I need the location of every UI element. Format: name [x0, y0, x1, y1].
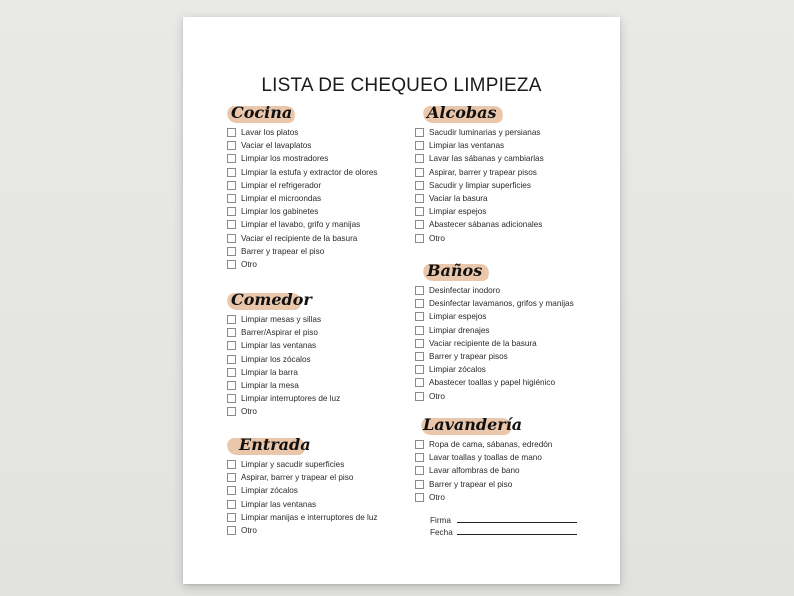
checklist-item: [227, 218, 378, 231]
checkbox[interactable]: [415, 392, 424, 401]
checkbox[interactable]: [415, 365, 424, 374]
checklist-item-label: Barrer y trapear el piso: [241, 246, 325, 256]
checklist-item-label: Otro: [241, 526, 257, 536]
checkbox[interactable]: [415, 378, 424, 387]
checklist-item-label: Otro: [429, 391, 445, 401]
item-list: [227, 313, 340, 419]
checklist-item-label: Aspirar, barrer y trapear pisos: [429, 167, 537, 177]
checkbox[interactable]: [227, 234, 236, 243]
checklist-item: [227, 366, 340, 379]
checkbox[interactable]: [227, 500, 236, 509]
checklist-item-label: Aspirar, barrer y trapear el piso: [241, 473, 354, 483]
checkbox[interactable]: [227, 315, 236, 324]
checkbox[interactable]: [227, 368, 236, 377]
checkbox[interactable]: [415, 154, 424, 163]
checkbox[interactable]: [227, 526, 236, 535]
checklist-item-label: Lavar los platos: [241, 128, 299, 138]
checkbox[interactable]: [415, 141, 424, 150]
checklist-item-label: Limpiar los mostradores: [241, 154, 329, 164]
checklist-item-label: Limpiar zócalos: [241, 486, 298, 496]
checklist-item-label: Limpiar drenajes: [429, 325, 490, 335]
checklist-item: [227, 471, 378, 484]
checklist-item-label: Lavar alfombras de bano: [429, 466, 520, 476]
checklist-item: [415, 152, 544, 165]
checklist-item-label: Otro: [241, 407, 257, 417]
checkbox[interactable]: [227, 207, 236, 216]
section-title-cocina: Cocina: [231, 103, 293, 122]
checklist-item-label: Limpiar los gabinetes: [241, 207, 319, 217]
checklist-item-label: Otro: [241, 259, 257, 269]
checklist-item: [415, 390, 574, 403]
checklist-item: [227, 126, 378, 139]
checkbox[interactable]: [227, 473, 236, 482]
checkbox[interactable]: [415, 220, 424, 229]
checklist-item: [415, 232, 544, 245]
checkbox[interactable]: [415, 168, 424, 177]
checkbox[interactable]: [415, 194, 424, 203]
checklist-item-label: Vaciar el recipiente de la basura: [241, 233, 358, 243]
firma-label: Firma: [430, 516, 451, 525]
checklist-item: [415, 218, 544, 231]
checklist-item: [227, 405, 340, 418]
checklist-item: [415, 491, 552, 504]
checklist-item-label: Barrer/Aspirar el piso: [241, 328, 318, 338]
checkbox[interactable]: [227, 407, 236, 416]
checkbox[interactable]: [227, 181, 236, 190]
item-list: [415, 126, 544, 245]
checkbox[interactable]: [415, 326, 424, 335]
checkbox[interactable]: [227, 194, 236, 203]
checkbox[interactable]: [415, 453, 424, 462]
checklist-item-label: Limpiar la estufa y extractor de olores: [241, 167, 378, 177]
checklist-item: [415, 363, 574, 376]
checkbox[interactable]: [227, 486, 236, 495]
checkbox[interactable]: [227, 260, 236, 269]
checklist-item-label: Limpiar el refrigerador: [241, 180, 322, 190]
checklist-item: [227, 326, 340, 339]
checklist-item: [227, 258, 378, 271]
checklist-item: [415, 337, 574, 350]
checkbox[interactable]: [415, 339, 424, 348]
checklist-item: [227, 192, 378, 205]
checklist-item: [415, 205, 544, 218]
checklist-item-label: Sacudir luminarias y persianas: [429, 128, 541, 138]
checklist-item: [227, 179, 378, 192]
section-title-alcobas: Alcobas: [427, 103, 497, 122]
checklist-item: [227, 313, 340, 326]
checkbox[interactable]: [415, 440, 424, 449]
checkbox[interactable]: [415, 493, 424, 502]
item-list: [415, 438, 552, 504]
checklist-item-label: Limpiar las ventanas: [429, 141, 505, 151]
checklist-item: [227, 392, 340, 405]
checkbox[interactable]: [227, 128, 236, 137]
checkbox[interactable]: [227, 341, 236, 350]
checklist-page: [183, 17, 620, 584]
checklist-item-label: Sacudir y limpiar superficies: [429, 180, 531, 190]
checklist-item: [415, 438, 552, 451]
checkbox[interactable]: [227, 394, 236, 403]
checkbox[interactable]: [415, 234, 424, 243]
checkbox[interactable]: [415, 207, 424, 216]
checklist-item: [415, 478, 552, 491]
checklist-item: [227, 205, 378, 218]
checklist-item-label: Vaciar el lavaplatos: [241, 141, 312, 151]
checklist-item: [227, 232, 378, 245]
checkbox[interactable]: [415, 466, 424, 475]
checklist-item-label: Vaciar recipiente de la basura: [429, 338, 537, 348]
checklist-item-label: Limpiar espejos: [429, 207, 487, 217]
checklist-item: [227, 484, 378, 497]
checklist-item: [415, 464, 552, 477]
checklist-item-label: Limpiar las ventanas: [241, 341, 317, 351]
item-list: [227, 126, 378, 271]
checklist-item-label: Barrer y trapear el piso: [429, 479, 513, 489]
checkbox[interactable]: [227, 355, 236, 364]
checklist-item: [227, 139, 378, 152]
checklist-item-label: Limpiar mesas y sillas: [241, 315, 322, 325]
section-title-comedor: Comedor: [231, 290, 312, 309]
checklist-item: [227, 339, 340, 352]
checklist-item: [227, 458, 378, 471]
checklist-item-label: Limpiar la barra: [241, 367, 298, 377]
item-list: [415, 284, 574, 403]
checklist-item: [415, 284, 574, 297]
checklist-item-label: Limpiar zócalos: [429, 365, 486, 375]
checkbox[interactable]: [415, 181, 424, 190]
checkbox[interactable]: [227, 328, 236, 337]
checkbox[interactable]: [415, 480, 424, 489]
checkbox[interactable]: [227, 154, 236, 163]
checklist-item: [227, 511, 378, 524]
checklist-item-label: Otro: [429, 233, 445, 243]
checkbox[interactable]: [415, 299, 424, 308]
checkbox[interactable]: [415, 352, 424, 361]
checklist-item: [415, 166, 544, 179]
checkbox[interactable]: [227, 141, 236, 150]
checklist-item-label: Desinfectar inodoro: [429, 286, 500, 296]
checklist-item: [415, 297, 574, 310]
checklist-item-label: Limpiar la mesa: [241, 381, 299, 391]
checklist-item: [227, 353, 340, 366]
checklist-item-label: Limpiar el microondas: [241, 194, 322, 204]
checklist-item: [227, 498, 378, 511]
checklist-item-label: Limpiar espejos: [429, 312, 487, 322]
checkbox[interactable]: [227, 247, 236, 256]
checklist-item-label: Vaciar la basura: [429, 194, 488, 204]
checklist-item-label: Limpiar los zócalos: [241, 354, 311, 364]
date-row: [430, 528, 577, 537]
section-title-banos: Baños: [427, 261, 483, 280]
checklist-item: [415, 376, 574, 389]
checklist-item: [227, 379, 340, 392]
checkbox[interactable]: [227, 460, 236, 469]
checkbox[interactable]: [227, 381, 236, 390]
checklist-item-label: Desinfectar lavamanos, grifos y manijas: [429, 299, 574, 309]
page-title: LISTA DE CHEQUEO LIMPIEZA: [261, 75, 542, 96]
checklist-item-label: Abastecer sábanas adicionales: [429, 220, 543, 230]
checklist-item: [227, 524, 378, 537]
checklist-item: [415, 350, 574, 363]
checkbox[interactable]: [415, 312, 424, 321]
checklist-item: [227, 245, 378, 258]
checklist-item: [415, 324, 574, 337]
checklist-item-label: Lavar las sábanas y cambiarlas: [429, 154, 544, 164]
checklist-item-label: Limpiar el lavabo, grifo y manijas: [241, 220, 361, 230]
checklist-item: [415, 451, 552, 464]
fecha-line[interactable]: [457, 533, 577, 535]
checklist-item: [415, 179, 544, 192]
checkbox[interactable]: [415, 128, 424, 137]
checklist-item-label: Abastecer toallas y papel higiénico: [429, 378, 556, 388]
checklist-item: [415, 310, 574, 323]
checklist-item-label: Barrer y trapear pisos: [429, 352, 508, 362]
checklist-item-label: Limpiar y sacudir superficies: [241, 460, 345, 470]
checklist-item: [227, 166, 378, 179]
checklist-item: [227, 152, 378, 165]
item-list: [227, 458, 378, 537]
checkbox[interactable]: [227, 168, 236, 177]
fecha-label: Fecha: [430, 528, 453, 537]
checkbox[interactable]: [227, 513, 236, 522]
checklist-item-label: Limpiar manijas e interruptores de luz: [241, 512, 378, 522]
checklist-item-label: Limpiar las ventanas: [241, 499, 317, 509]
section-title-lavanderia: Lavandería: [423, 415, 523, 434]
section-title-entrada: Entrada: [239, 435, 311, 454]
checkbox[interactable]: [227, 220, 236, 229]
checklist-item: [415, 139, 544, 152]
checklist-item-label: Limpiar interruptores de luz: [241, 394, 341, 404]
checklist-item-label: Ropa de cama, sábanas, edredón: [429, 440, 553, 450]
checklist-item: [415, 126, 544, 139]
firma-line[interactable]: [457, 521, 577, 523]
checklist-item-label: Lavar toallas y toallas de mano: [429, 453, 542, 463]
checkbox[interactable]: [415, 286, 424, 295]
checklist-item: [415, 192, 544, 205]
signature-row: [430, 516, 577, 525]
checklist-item-label: Otro: [429, 492, 445, 502]
